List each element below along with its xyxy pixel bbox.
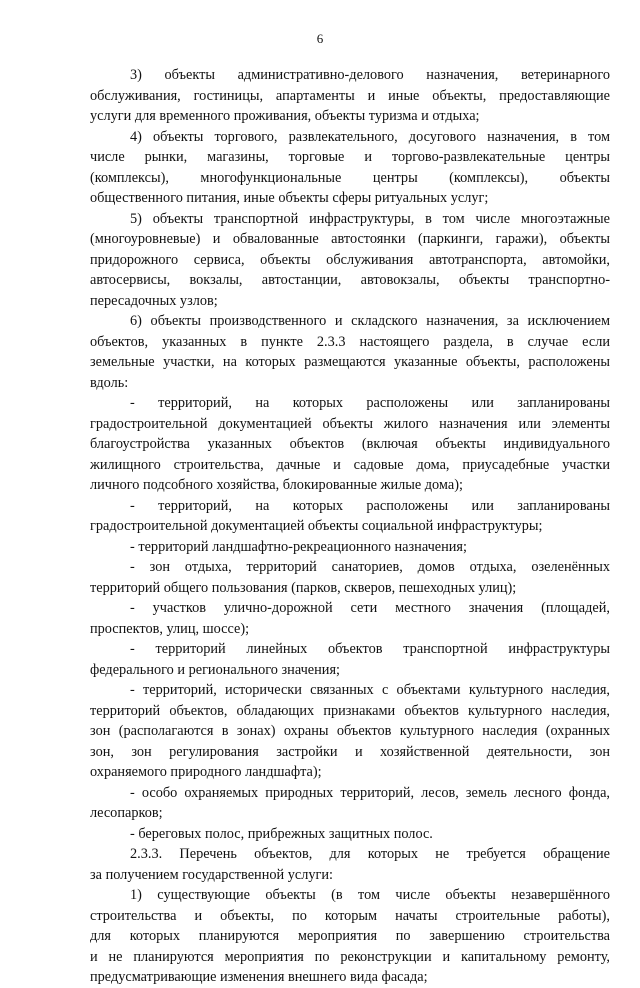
text-line: градостроительной документацией объекты социальной инфраструктуры; [90,518,543,534]
text-line: градостроительной документацией объекты жилого назначения или элементы [90,415,610,432]
text-line: зон, зон регулирования застройки и хозяйственной деятельности, зон [90,743,610,760]
document-body [90,65,610,988]
text-line: зон (располагаются в зонах) охраны объектов культурного наследия (охранных [90,723,610,739]
text-line: и не планируются мероприятия по реконструкции и капитальному ремонту, [90,948,610,965]
text-line: общественного питания, иные объекты сферы ритуальных услуг; [90,190,489,206]
text-line: территорий объектов, обладающих признаками объектов культурного наследия, [90,702,610,719]
text-line: услуги для временного проживания, объекты туризма и отдыха; [90,108,480,124]
text-line: пересадочных узлов; [90,292,218,309]
text-line: 6) объекты производственного и складского назначения, за исключением [130,313,610,329]
text-line: - территорий, на которых расположены или запланированы [130,497,610,514]
text-line: жилищного строительства, дачные и садовые дома, приусадебные участки [90,456,610,473]
text-line: - территорий, на которых расположены или запланированы [130,395,610,411]
text-line: 3) объекты административно-делового назначения, ветеринарного [130,67,610,83]
text-line: благоустройства указанных объектов (включая объекты индивидуального [90,436,610,452]
text-line: вдоль: [90,374,129,391]
text-line: проспектов, улиц, шоссе); [90,620,250,637]
text-line: личного подсобного хозяйства, блокированные жилые дома); [90,477,463,493]
text-line: строительства и объекты, по которым начаты строительные работы), [90,907,610,924]
text-line: объектов, указанных в пункте 2.3.3 настоящего раздела, в случае если [90,333,610,350]
text-line: охраняемого природного ландшафта); [90,764,322,780]
text-line: (комплексы), многофункциональные центры (комплексы), объекты [90,169,610,186]
text-line: - территорий, исторически связанных с объектами культурного наследия, [130,682,610,698]
text-line: числе рынки, магазины, торговые и торгово-развлекательные центры [90,149,610,165]
text-line: - территорий линейных объектов транспортной инфраструктуры [130,641,610,657]
text-line: (многоуровневые) и обвалованные автостоянки (паркинги, гаражи), объекты [90,231,610,247]
text-line: 4) объекты торгового, развлекательного, досугового назначения, в том [130,128,610,145]
text-line: федерального и регионального значения; [90,661,340,678]
text-line: 2.3.3. Перечень объектов, для которых не требуется обращение [130,846,610,862]
text-line: обслуживания, гостиницы, апартаменты и иные объекты, предоставляющие [90,87,610,104]
text-line: предусматривающие изменения внешнего вида фасада; [90,969,428,985]
text-line: 5) объекты транспортной инфраструктуры, в том числе многоэтажные [130,210,610,227]
text-line: территорий общего пользования (парков, скверов, пешеходных улиц); [90,579,517,596]
page-number: 6 [316,31,324,46]
text-line: за получением государственной услуги: [90,866,333,883]
text-line: лесопарков; [90,805,163,821]
text-line: - территорий ландшафтно-рекреационного назначения; [130,538,467,555]
text-line: - участков улично-дорожной сети местного значения (площадей, [130,600,610,616]
text-line: для которых планируются мероприятия по завершению строительства [90,928,610,944]
text-line: 1) существующие объекты (в том числе объекты незавершённого [130,887,610,903]
text-line: - зон отдыха, территорий санаториев, домов отдыха, озеленённых [130,559,610,575]
text-line: - береговых полос, прибрежных защитных полос. [130,825,433,842]
text-line: придорожного сервиса, объекты обслуживания автотранспорта, автомойки, [90,251,610,268]
text-line: земельные участки, на которых размещаются указанные объекты, расположены [90,354,610,370]
text-line: - особо охраняемых природных территорий, лесов, земель лесного фонда, [130,784,610,801]
text-line: автосервисы, вокзалы, автостанции, автовокзалы, объекты транспортно- [90,272,610,288]
